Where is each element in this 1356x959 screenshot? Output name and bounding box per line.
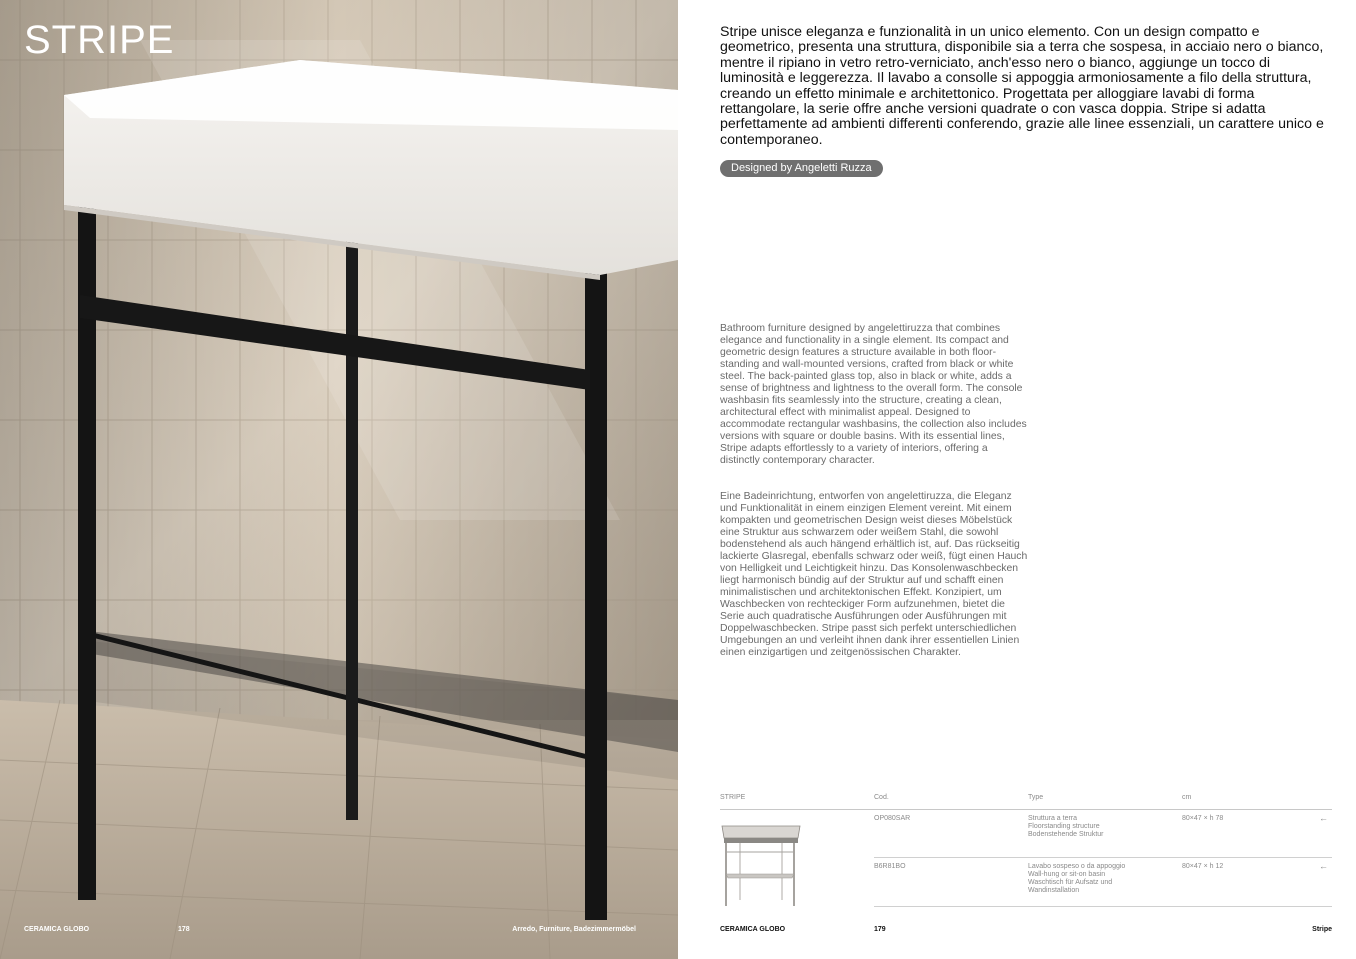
spec-row-divider: [874, 906, 1332, 907]
footer-section: Arredo, Furniture, Badezimmermöbel: [512, 926, 636, 933]
spec-table: [720, 794, 1332, 914]
arrow-left-icon[interactable]: ←: [1319, 861, 1328, 871]
spec-header-code: Cod.: [874, 794, 889, 801]
spec-row-type: [1028, 815, 1104, 839]
spec-row-divider: [874, 857, 1332, 858]
left-footer: [0, 926, 678, 940]
spec-header-size: cm: [1182, 794, 1192, 801]
type-line: Waschtisch für Aufsatz und: [1028, 879, 1113, 886]
right-footer: [678, 926, 1356, 940]
spec-row-size: 80×47 × h 12: [1182, 863, 1224, 870]
spec-row-code: B6R81BO: [874, 863, 906, 870]
footer-page-number: 179: [874, 926, 886, 933]
type-line: Wandinstallation: [1028, 887, 1080, 894]
spec-header-series: STRIPE: [720, 794, 746, 801]
type-line: Struttura a terra: [1028, 815, 1078, 822]
designer-badge: Designed by Angeletti Ruzza: [720, 160, 883, 177]
front-leg-right: [585, 260, 607, 920]
back-leg: [346, 230, 358, 820]
footer-brand: CERAMICA GLOBO: [720, 926, 786, 933]
type-line: Floorstanding structure: [1028, 823, 1100, 830]
body-english: Bathroom furniture designed by angelettiruzza that combines elegance and functionality in a single element. Its compact and geometric design features a structure available in both floor-standing and wall-mounted versions, crafted from black or white steel. The back-painted glass top, also in black or white, adds a sense of brightness and lightness to the overall form. The console washbasin fits seamlessly into the structure, creating a clean, architectural effect with minimalist appeal. Designed to accommodate rectangular washbasins, the collection also includes versions with square or double basins. With its essential lines, Stripe adapts effortlessly to a variety of interiors, offering a distinctly contemporary character.: [720, 323, 1027, 466]
text-page: [678, 0, 1356, 959]
spec-row-size: 80×47 × h 78: [1182, 815, 1224, 822]
arrow-left-icon[interactable]: ←: [1319, 813, 1328, 823]
spec-header-type: Type: [1028, 794, 1044, 801]
spec-row-code: OP080SAR: [874, 815, 911, 822]
footer-section: Stripe: [1312, 926, 1332, 933]
type-line: Lavabo sospeso o da appoggio: [1028, 863, 1126, 870]
footer-page-number: 178: [178, 926, 190, 933]
intro-italian: Stripe unisce eleganza e funzionalità in un unico elemento. Con un design compatto e geometrico, presenta una struttura, disponibile sia a terra che sospesa, in acciaio nero o bianco, mentre il ripiano in vetro retro-verniciato, anch'esso nero o bianco, aggiunge un tocco di luminosità e leggerezza. Il lavabo a consolle si appoggia armoniosamente a filo della struttura, creando un effetto minimale e architettonico. Progettata per alloggiare lavabi di forma rettangolare, la serie offre anche versioni quadrate o con vasca doppia. Stripe si adatta perfettamente ad ambienti differenti conferendo, grazie alle linee essenziali, un carattere unico e contemporaneo.: [720, 24, 1324, 148]
product-drawing: [720, 820, 802, 910]
footer-brand: CERAMICA GLOBO: [24, 926, 90, 933]
spec-header-divider: [720, 809, 1332, 810]
body-german: Eine Badeinrichtung, entworfen von angelettiruzza, die Eleganz und Funktionalität in einem einzigen Element vereint. Mit einem kompakten und geometrischen Design weist dieses Möbelstück eine Struktur aus schwarzem oder weißem Stahl, die sowohl bodenstehend als auch hängend erhältlich ist, auf. Das rückseitig lackierte Glasregal, ebenfalls schwarz oder weiß, fügt einen Hauch von Helligkeit und Leichtigkeit hinzu. Das Konsolenwaschbecken liegt harmonisch bündig auf der Struktur auf und schafft einen minimalistischen und architektonischen Effekt. Konzipiert, um Waschbecken von rechteckiger Form aufzunehmen, bietet die Serie auch quadratische Ausführungen oder Ausführungen mit Doppelwaschbecken. Stripe passt sich perfekt unterschiedlichen Umgebungen an und verleiht ihnen dank ihrer essentiellen Linien einen einzigartigen und zeitgenössischen Charakter.: [720, 491, 1028, 658]
page-title: STRIPE: [24, 18, 175, 62]
type-line: Wall-hung or sit-on basin: [1028, 871, 1106, 878]
type-line: Bodenstehende Struktur: [1028, 831, 1104, 838]
spec-row-type: [1028, 863, 1125, 895]
